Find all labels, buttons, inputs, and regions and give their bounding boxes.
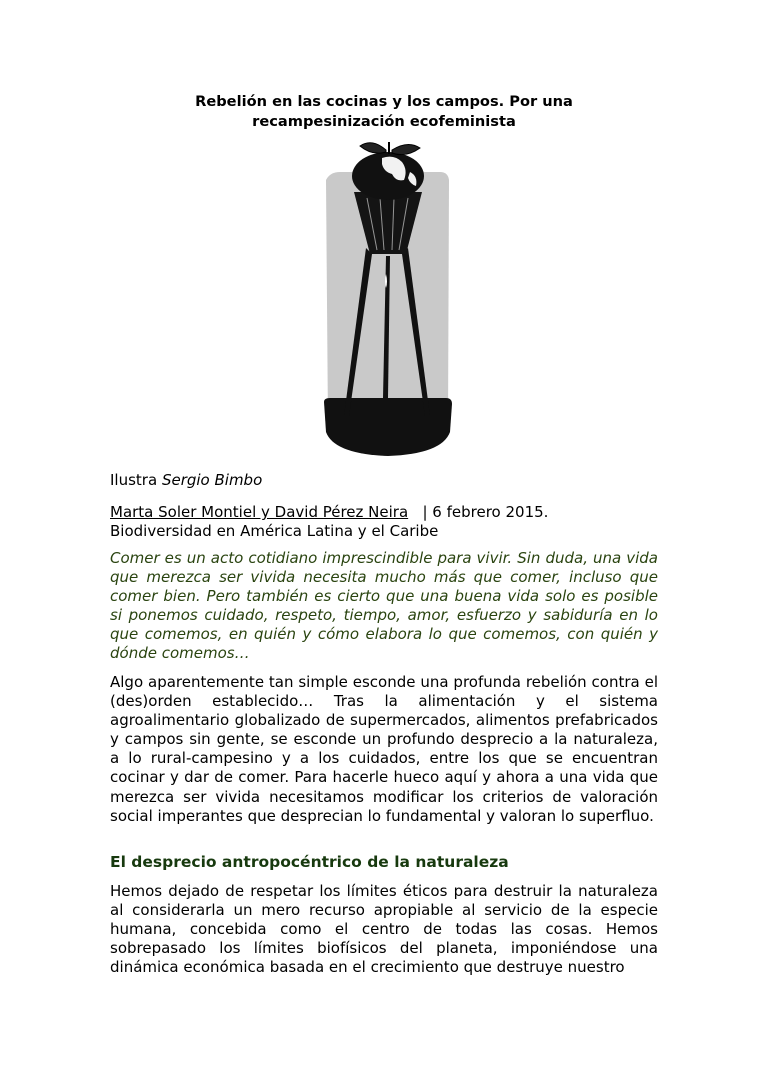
article-title-line-2: recampesinización ecofeminista <box>252 113 516 130</box>
article-title <box>110 92 658 132</box>
authors-link[interactable]: Marta Soler Montiel y David Pérez Neira <box>110 503 409 521</box>
illustration-juicer <box>322 136 454 456</box>
lead-paragraph: Comer es un acto cotidiano imprescindible para vivir. Sin duda, una vida que merezca ser vivida necesita mucho más que comer, incluso que comer bien. Pero también es cierto que una buena vida solo es posible si ponemos cuidado, respeto, tiempo, amor, esfuerzo y sabiduría en lo que comemos, en quién y cómo elabora lo que comemos, con quién y dónde comemos… <box>110 549 658 663</box>
illustrator-name: Sergio Bimbo <box>161 471 263 489</box>
byline <box>110 503 658 541</box>
article-title-line-1: Rebelión en las cocinas y los campos. Por una <box>195 93 573 110</box>
body-paragraph-2: Hemos dejado de respetar los límites éticos para destruir la naturaleza al considerarla un mero recurso apropiable al servicio de la especie humana, concebida como el centro de todas las cosas. Hemos sobrepasado los límites biofísicos del planeta, imponiéndose una dinámica económica basada en el crecimiento que destruye nuestro <box>110 882 658 977</box>
illustration-caption <box>110 471 262 490</box>
body-paragraph-1: Algo aparentemente tan simple esconde una profunda rebelión contra el (des)orden establecido… Tras la alimentación y el sistema agroalimentario globalizado de supermercados, alimentos prefabricados y campos sin gente, se esconde un profundo desprecio a la naturaleza, a lo rural-campesino y a los cuidados, entre los que se encuentran cocinar y dar de comer. Para hacerle hueco aquí y ahora a una vida que merezca ser vivida necesitamos modificar los criterios de valoración social imperantes que desprecian lo fundamental y valoran lo superfluo. <box>110 673 658 825</box>
publication-date: | 6 febrero 2015. <box>422 503 549 521</box>
illustration-leaf-right <box>392 144 420 154</box>
caption-prefix: Ilustra <box>110 471 158 489</box>
section-heading: El desprecio antropocéntrico de la naturaleza <box>110 853 509 871</box>
publication-source: Biodiversidad en América Latina y el Caribe <box>110 522 439 540</box>
illustration-bowl <box>324 398 452 456</box>
illustration-leaf-left <box>360 143 386 153</box>
